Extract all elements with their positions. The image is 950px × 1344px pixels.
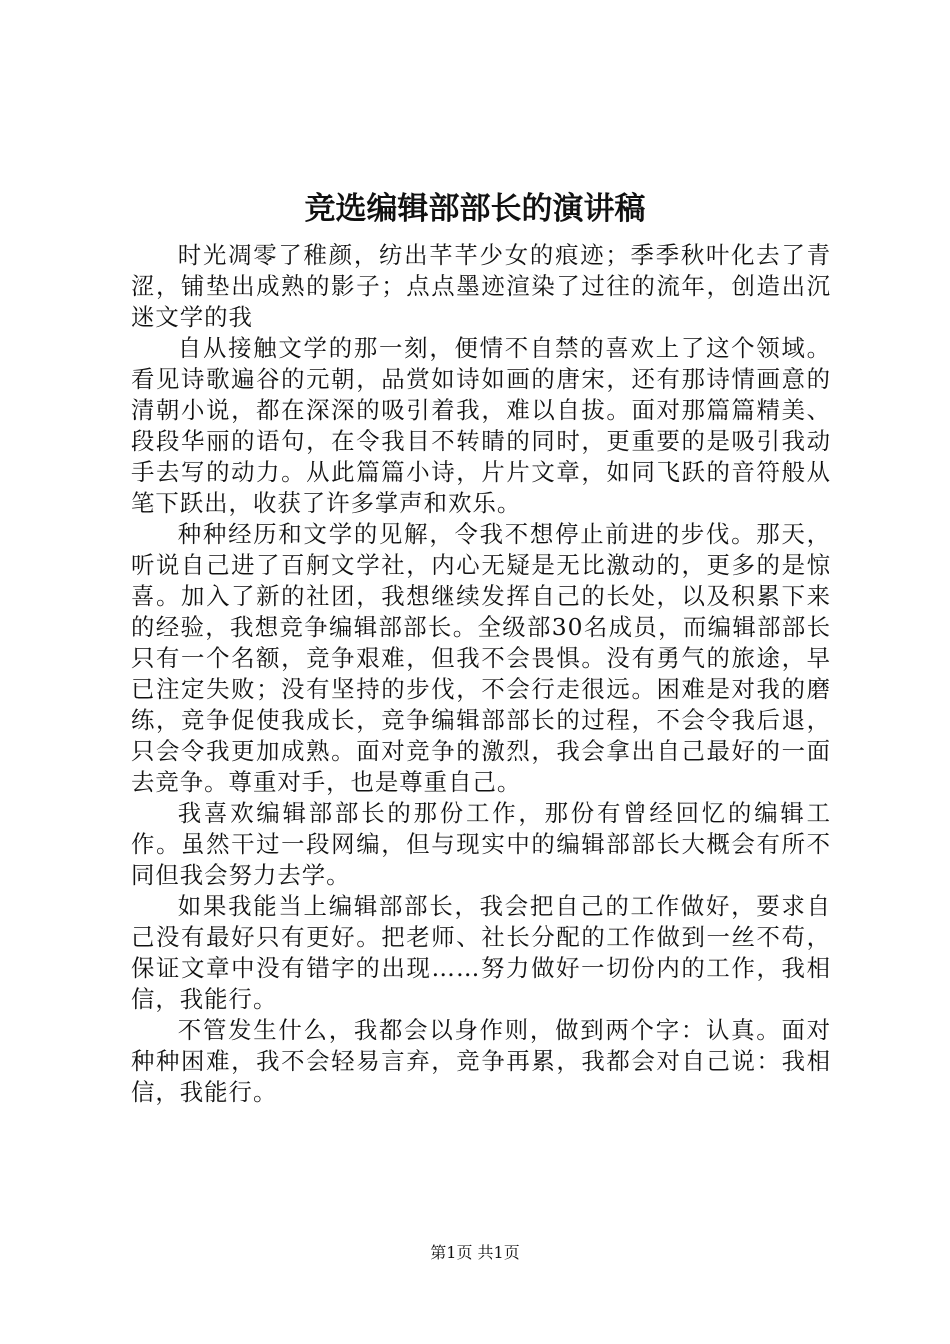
paragraph: 种种经历和文学的见解，令我不想停止前进的步伐。那天，听说自己进了百舸文学社，内心无疑是无比激动的，更多的是惊喜。加入了新的社团，我想继续发挥自己的长处，以及积累下来的经验，我想竞争编辑部部长。全级部30名成员，而编辑部部长只有一个名额，竞争艰难，但我不会畏惧。没有勇气的旅途，早已注定失败；没有坚持的步伐，不会行走很远。困难是对我的磨练，竞争促使我成长，竞争编辑部部长的过程，不会令我后退，只会令我更加成熟。面对竞争的激烈，我会拿出自己最好的一面去竞争。尊重对手，也是尊重自己。 (131, 520, 831, 796)
paragraph: 时光凋零了稚颜，纺出芊芊少女的痕迹；季季秋叶化去了青涩，铺垫出成熟的影子；点点墨迹渲染了过往的流年，创造出沉迷文学的我 (131, 241, 831, 331)
page-number-footer: 第1页 共1页 (430, 1243, 520, 1262)
paragraph: 不管发生什么，我都会以身作则，做到两个字：认真。面对种种困难，我不会轻易言弃，竞争再累，我都会对自己说：我相信，我能行。 (131, 1016, 831, 1106)
paragraph: 我喜欢编辑部部长的那份工作，那份有曾经回忆的编辑工作。虽然干过一段网编，但与现实中的编辑部部长大概会有所不同但我会努力去学。 (131, 799, 831, 889)
document-body (131, 240, 831, 1108)
paragraph: 自从接触文学的那一刻，便情不自禁的喜欢上了这个领域。看见诗歌遍谷的元朝，品赏如诗如画的唐宋，还有那诗情画意的清朝小说，都在深深的吸引着我，难以自拔。面对那篇篇精美、段段华丽的语句，在令我目不转睛的同时，更重要的是吸引我动手去写的动力。从此篇篇小诗，片片文章，如同飞跃的音符般从笔下跃出，收获了许多掌声和欢乐。 (131, 334, 831, 517)
paragraph: 如果我能当上编辑部部长，我会把自己的工作做好，要求自己没有最好只有更好。把老师、社长分配的工作做到一丝不苟，保证文章中没有错字的出现……努力做好一切份内的工作，我相信，我能行。 (131, 892, 831, 1013)
document-title: 竞选编辑部部长的演讲稿 (304, 191, 646, 227)
